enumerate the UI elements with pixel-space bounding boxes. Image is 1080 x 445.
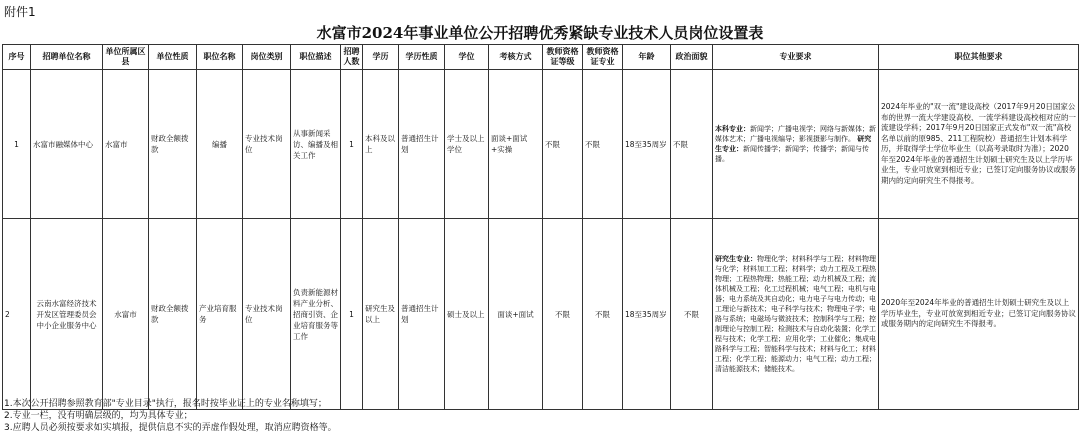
major-label-graduate: 研究生专业： [715,255,757,263]
cell-no: 1 [3,70,31,219]
header-count: 招聘人数 [341,45,363,70]
cell-major [713,219,879,410]
cell-major [713,70,879,219]
cell-education: 研究生及以上 [363,219,399,410]
major-label-graduate: 研究生专业： [715,135,872,153]
cell-district: 水富市 [103,219,149,410]
cell-edu-type: 普通招生计划 [399,219,445,410]
cell-teacher-major: 不限 [583,219,623,410]
header-major: 专业要求 [713,45,879,70]
cell-edu-type: 普通招生计划 [399,70,445,219]
cell-count: 1 [341,70,363,219]
major-text-undergrad: 新闻学；广播电视学；网络与新媒体；新媒体艺术；广播电视编导；影视摄影与制作。 [715,125,876,143]
positions-table [2,44,1079,410]
cell-degree: 学士及以上学位 [445,70,489,219]
header-teacher-level: 教师资格证等级 [543,45,583,70]
table-row [3,70,1079,219]
header-age: 年龄 [623,45,671,70]
cell-age: 18至35周岁 [623,219,671,410]
cell-unit: 云南水富经济技术开发区管理委员会中小企业服务中心 [31,219,103,410]
header-teacher-major: 教师资格证专业 [583,45,623,70]
cell-exam: 面谈+面试+实操 [489,70,543,219]
cell-politics: 不限 [671,219,713,410]
footnote-2: 2.专业一栏，没有明确层级的，均为具体专业； [4,411,193,421]
cell-no: 2 [3,219,31,410]
cell-exam: 面谈+面试 [489,219,543,410]
cell-position: 编播 [197,70,243,219]
cell-description: 从事新闻采访、编播及相关工作 [291,70,341,219]
cell-other: 2020年至2024年毕业的普通招生计划硕士研究生及以上学历毕业生，专业可放宽到相近专业；已签订定向服务协议或服务期内的定向研究生不得报考。 [879,219,1079,410]
header-nature: 单位性质 [149,45,197,70]
cell-category: 专业技术岗位 [243,70,291,219]
header-politics: 政治面貌 [671,45,713,70]
cell-nature: 财政全额拨款 [149,219,197,410]
cell-teacher-level: 不限 [543,70,583,219]
cell-degree: 硕士及以上 [445,219,489,410]
footnote-3: 3.应聘人员必须按要求如实填报，提供信息不实的弄虚作假处理，取消应聘资格等。 [4,423,337,433]
table-row [3,219,1079,410]
cell-age: 18至35周岁 [623,70,671,219]
cell-nature: 财政全额拨款 [149,70,197,219]
header-description: 职位描述 [291,45,341,70]
header-no: 序号 [3,45,31,70]
header-position: 职位名称 [197,45,243,70]
cell-education: 本科及以上 [363,70,399,219]
cell-politics: 不限 [671,70,713,219]
attachment-label: 附件1 [4,5,36,19]
major-text-graduate: 新闻传播学；新闻学；传播学；新闻与传播。 [715,145,869,163]
header-district: 单位所属区县 [103,45,149,70]
cell-count: 1 [341,219,363,410]
cell-position: 产业培育服务 [197,219,243,410]
major-label-undergrad: 本科专业： [715,125,750,133]
cell-category: 专业技术岗位 [243,219,291,410]
header-category: 岗位类别 [243,45,291,70]
header-row [3,45,1079,70]
major-text-graduate: 物理化学；材料科学与工程；材料物理与化学；材料加工工程；材料学；动力工程及工程热物理；工程热物理；热能工程；动力机械及工程；流体机械及工程；化工过程机械；电气工程；电机与电器；电力系统及其自动化；电力电子与电力传动；电工理论与新技术；电子科学与技术；物理电子学；电路与系统；电磁场与微波技术；控制科学与工程；控制理论与控制工程；检测技术与自动化装置；化学工程与技术；化学工程；应用化学；工业催化；集成电路科学与工程；智能科学与技术；材料与化工；材料工程；化学工程；能源动力；电气工程；动力工程；清洁能源技术；储能技术。 [715,255,876,373]
cell-teacher-major: 不限 [583,70,623,219]
cell-unit: 水富市融媒体中心 [31,70,103,219]
cell-district: 水富市 [103,70,149,219]
header-degree: 学位 [445,45,489,70]
cell-description: 负责新能源材料产业分析、招商引资、企业培育服务等工作 [291,219,341,410]
header-unit: 招聘单位名称 [31,45,103,70]
cell-teacher-level: 不限 [543,219,583,410]
document-title: 水富市2024年事业单位公开招聘优秀紧缺专业技术人员岗位设置表 [316,24,764,42]
header-edu-type: 学历性质 [399,45,445,70]
cell-other: 2024年毕业的"双一流"建设高校（2017年9月20日国家公布的世界一流大学建设高校、一流学科建设高校相对应的一流建设学科；2017年9月20日国家正式发布"双一流"高校名单以前的原985、211工程院校）普通招生计划本科学历，并取得学士学位毕业生（以高考录取时为准）；2020年至2024年毕业的普通招生计划硕士研究生及以上学历毕业生，专业可放宽到相近专业；已签订定向服务协议或服务期内的定向研究生不得报考。 [879,70,1079,219]
header-education: 学历 [363,45,399,70]
header-exam: 考核方式 [489,45,543,70]
footnotes [4,398,337,434]
footnote-1: 1.本次公开招聘参照教育部"专业目录"执行，报名时按毕业证上的专业名称填写； [4,399,327,409]
header-other: 职位其他要求 [879,45,1079,70]
